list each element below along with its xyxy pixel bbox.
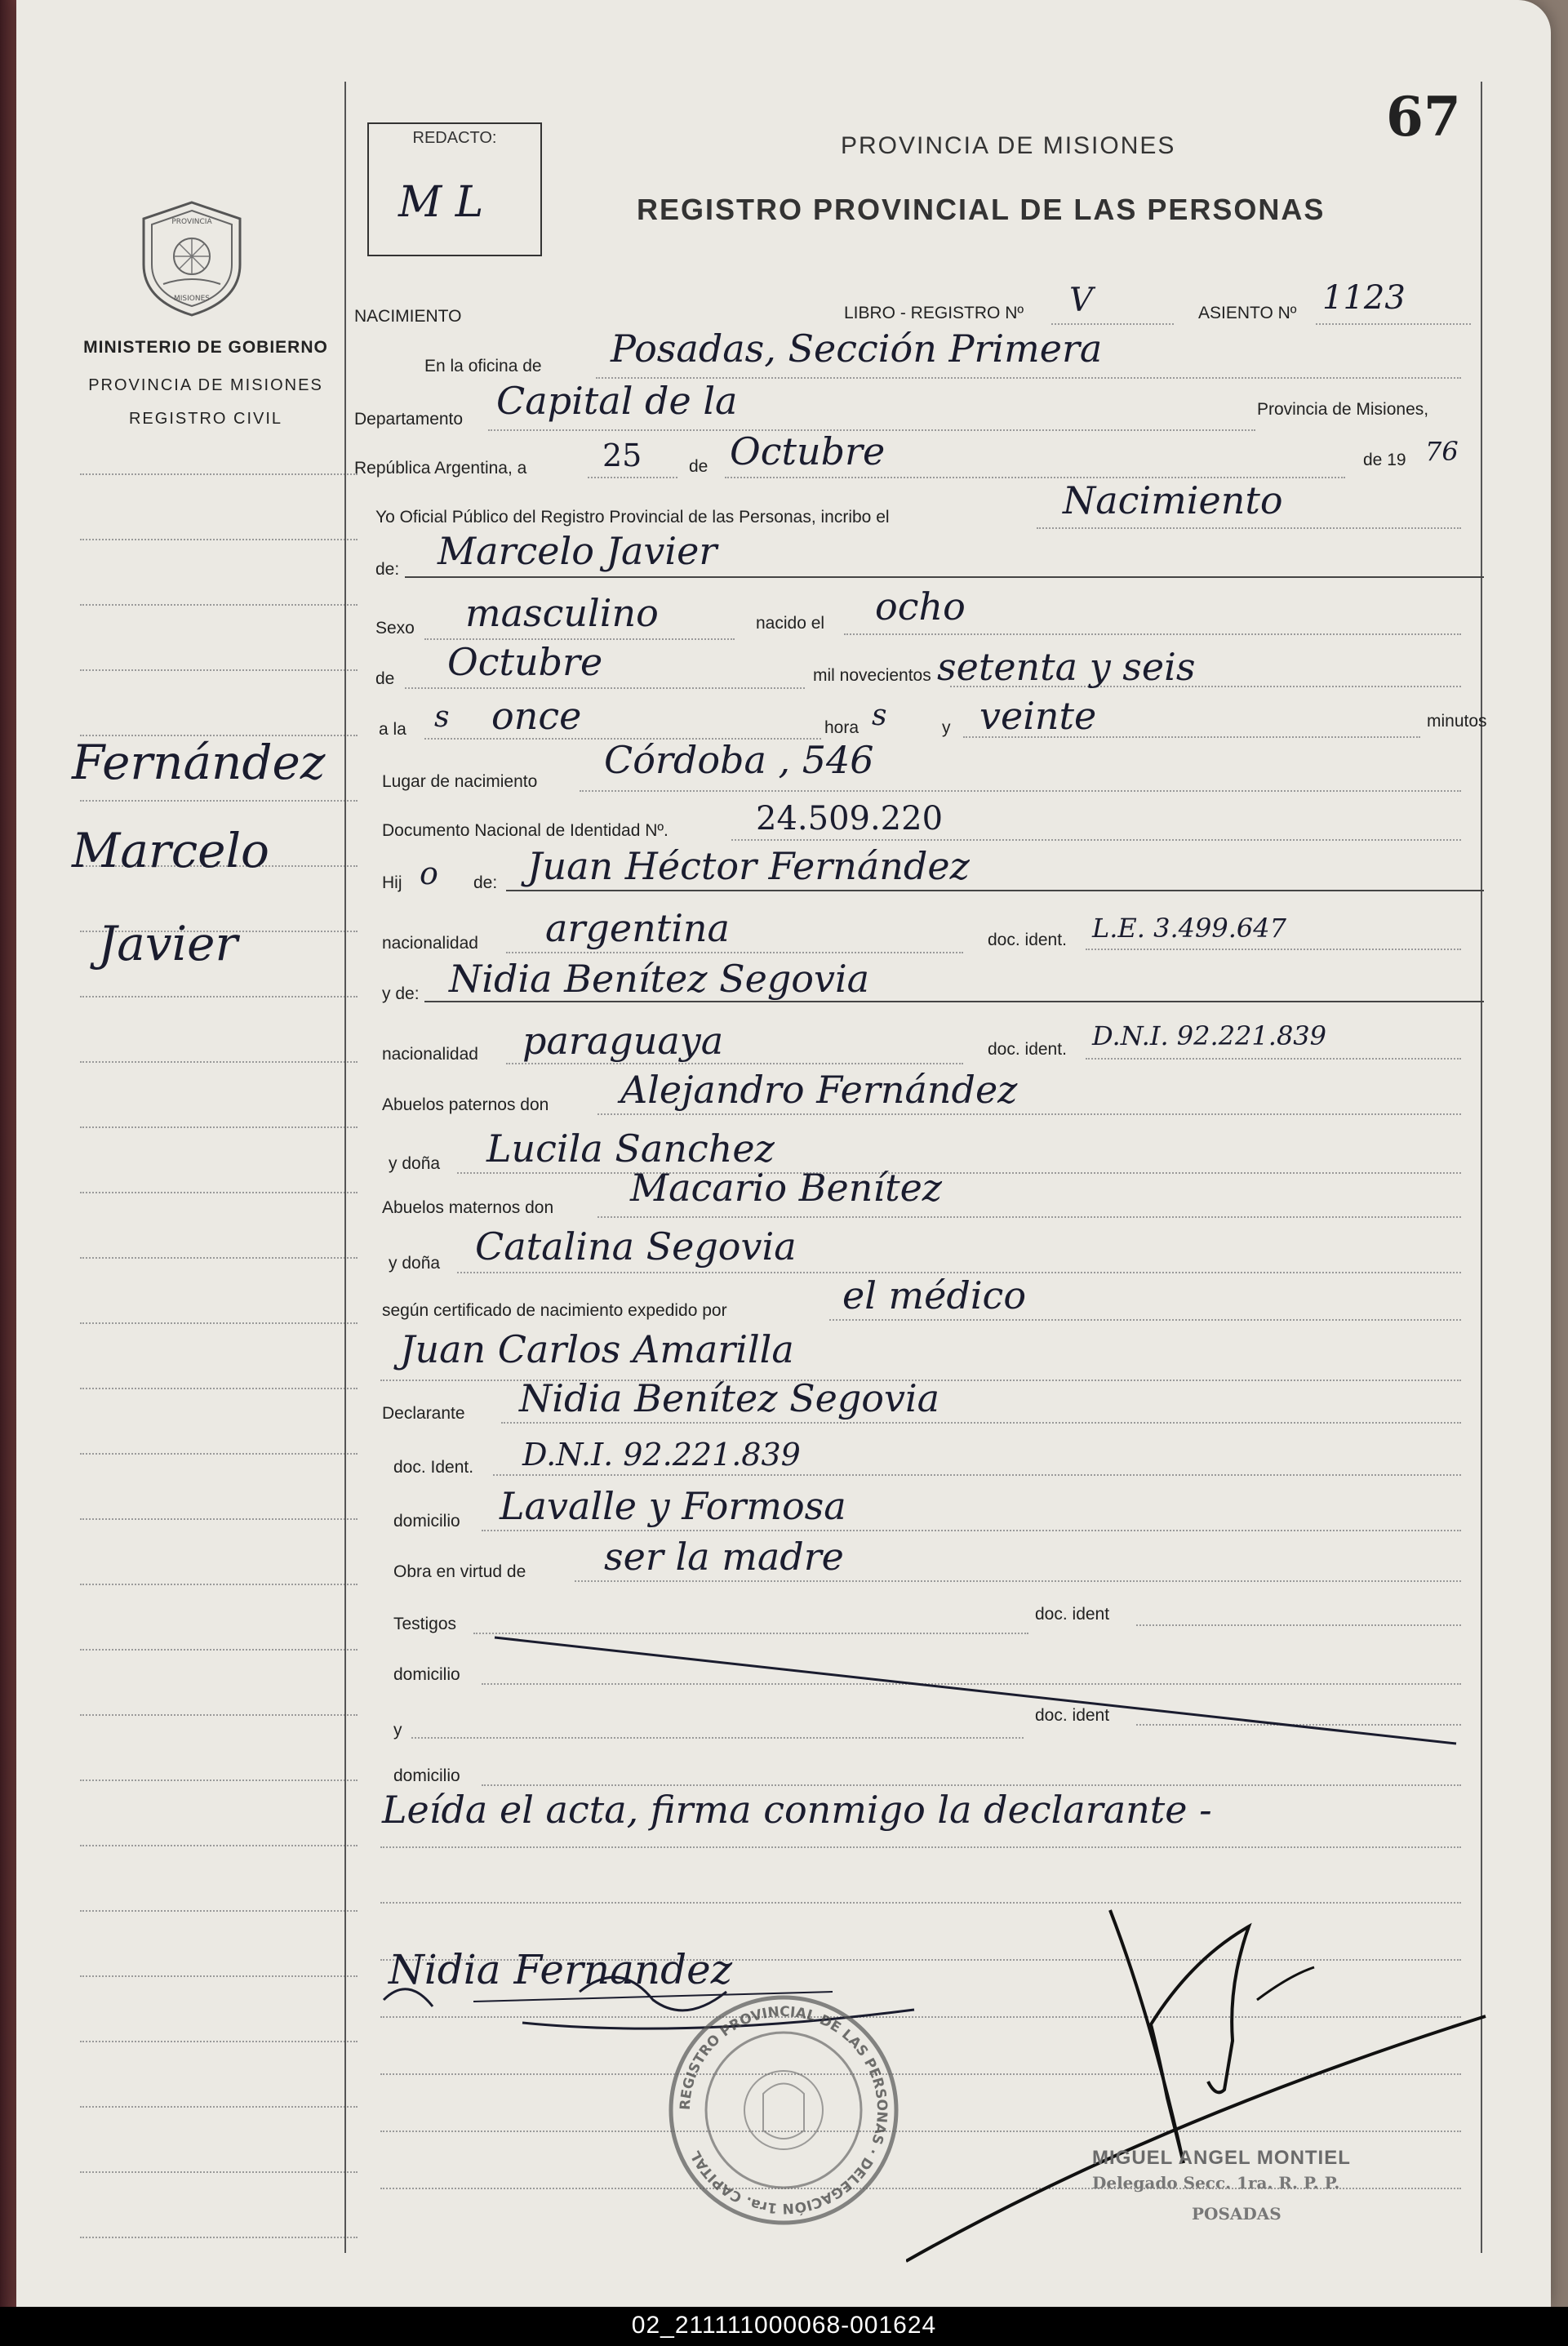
dotted-line	[1136, 1624, 1461, 1626]
and-label: y	[942, 718, 951, 737]
certificate-label: según certificado de nacimiento expedido por	[382, 1301, 727, 1320]
de-label-2: de	[375, 669, 395, 688]
book-label: LIBRO - REGISTRO Nº	[844, 304, 1024, 322]
scan-footer	[0, 2307, 1568, 2346]
dotted-line	[1037, 527, 1461, 529]
closing-value: Leída el acta, firma conmigo la declarante -	[382, 1788, 1212, 1832]
office-label: En la oficina de	[424, 357, 542, 375]
dotted-line	[501, 1422, 1461, 1424]
dotted-line	[482, 1530, 1461, 1531]
dotted-line	[482, 1784, 1461, 1786]
margin-line	[80, 996, 358, 997]
domicile-label: domicilio	[393, 1512, 460, 1531]
registry-heading: REGISTRO PROVINCIAL DE LAS PERSONAS	[637, 193, 1326, 226]
witness-doc-label: doc. ident	[1035, 1605, 1110, 1624]
dotted-line	[597, 1113, 1461, 1115]
mother-nationality-value: paraguaya	[522, 1019, 724, 1063]
dotted-line	[1051, 323, 1174, 325]
page-number: 67	[1386, 85, 1461, 149]
dona-label-2: y doña	[389, 1254, 441, 1273]
dotted-line	[473, 1633, 1028, 1634]
father-line	[506, 890, 1484, 891]
dotted-line	[411, 1737, 1024, 1739]
department-label: Departamento	[354, 410, 464, 429]
year-value: 76	[1425, 436, 1459, 467]
dona-label: y doña	[389, 1154, 441, 1173]
thousand-label: mil novecientos	[813, 666, 931, 685]
coat-of-arms-seal	[139, 199, 245, 318]
office-value: Posadas, Sección Primera	[611, 327, 1103, 371]
month-value: Octubre	[730, 429, 886, 473]
mat-grandmother-value: Catalina Segovia	[475, 1224, 797, 1269]
margin-line	[80, 1714, 358, 1716]
mother-value: Nidia Benítez Segovia	[449, 957, 870, 1001]
dotted-line	[405, 687, 805, 689]
register-sheet	[16, 0, 1551, 2307]
father-value: Juan Héctor Fernández	[527, 844, 970, 888]
stamp-text: REGISTRO PROVINCIAL DE LAS PERSONAS · DELEGACIÓN 1ra. CAPITAL	[677, 2003, 891, 2217]
sex-label: Sexo	[375, 619, 415, 638]
birth-month-value: Octubre	[447, 640, 603, 684]
scan-code: 02_211111000068-001624	[631, 2312, 937, 2339]
margin-line	[80, 1126, 358, 1128]
margin-line	[80, 1388, 358, 1389]
dotted-line	[597, 1216, 1461, 1218]
pat-grandfather-label: Abuelos paternos don	[382, 1095, 549, 1114]
book-binding	[0, 0, 16, 2307]
margin-line	[80, 1584, 358, 1585]
de-label: de	[689, 457, 708, 476]
redacto-initials: M L	[398, 178, 484, 227]
and-de-label: y de:	[382, 984, 420, 1003]
margin-line	[80, 604, 358, 606]
margin-line	[80, 2041, 358, 2042]
margin-line	[80, 473, 358, 475]
dni-value: 24.509.220	[756, 800, 944, 838]
entry-label: ASIENTO Nº	[1198, 304, 1297, 322]
birthplace-label: Lugar de nacimiento	[382, 772, 538, 791]
declarant-label: Declarante	[382, 1404, 465, 1423]
born-label: nacido el	[756, 614, 825, 633]
mat-grandfather-label: Abuelos maternos don	[382, 1198, 554, 1217]
hours-label: hora	[824, 718, 860, 737]
declarant-doc-value: D.N.I. 92.221.839	[522, 1437, 801, 1473]
doc-ident-label-2: doc. ident.	[988, 1040, 1067, 1059]
book-value: V	[1069, 282, 1093, 319]
year-prefix-label: de 19	[1363, 451, 1406, 469]
margin-line	[80, 1975, 358, 1977]
margin-line	[80, 2171, 358, 2173]
form-left-border	[344, 82, 346, 2253]
act-type-value: Nacimiento	[1063, 478, 1283, 522]
child-of-suffix-value: o	[420, 855, 438, 891]
father-doc-value: L.E. 3.499.647	[1092, 913, 1286, 944]
margin-line	[80, 1779, 358, 1781]
dotted-line	[1086, 949, 1461, 950]
doc-ident-label: doc. ident.	[988, 931, 1067, 949]
dotted-line	[1086, 1058, 1461, 1060]
margin-line	[80, 669, 358, 671]
minutes-value: veinte	[979, 694, 1097, 738]
redacto-label: REDACTO:	[412, 129, 497, 147]
department-value: Capital de la	[496, 379, 738, 423]
margin-line	[80, 1910, 358, 1912]
official-round-stamp	[665, 1992, 902, 2228]
hours-suffix-value: s	[872, 699, 887, 732]
declarant-signature: Nidia Fernandez	[389, 1946, 733, 1993]
acting-label: Obra en virtud de	[393, 1562, 526, 1581]
declarant-doc-label: doc. Ident.	[393, 1458, 474, 1477]
father-nationality-value: argentina	[545, 906, 730, 950]
province-heading: PROVINCIA DE MISIONES	[841, 132, 1176, 159]
margin-surname: Fernández	[72, 735, 326, 790]
margin-line	[80, 1518, 358, 1520]
seal-text-bottom: MISIONES	[173, 295, 211, 303]
sex-value: masculino	[465, 591, 659, 635]
nationality-label: nacionalidad	[382, 934, 478, 953]
dotted-line	[829, 1319, 1461, 1321]
dotted-line	[506, 952, 963, 953]
margin-line	[80, 1453, 358, 1455]
margin-line	[80, 2237, 358, 2238]
margin-line	[80, 1192, 358, 1193]
margin-line	[80, 1845, 358, 1846]
sidebar-province: PROVINCIA DE MISIONES	[88, 376, 323, 394]
child-of-label: Hij	[382, 873, 402, 892]
margin-first-name: Marcelo	[72, 823, 269, 878]
mother-line	[424, 1001, 1484, 1002]
child-of-de-label: de:	[473, 873, 498, 892]
name-line	[405, 576, 1484, 578]
day-value: 25	[602, 438, 642, 473]
at-suffix-value: s	[434, 700, 450, 734]
official-label: Yo Oficial Público del Registro Provincial de las Personas, incribo el	[375, 508, 890, 527]
redacto-box	[367, 122, 542, 256]
nationality-label-2: nacionalidad	[382, 1045, 478, 1064]
minutes-label: minutos	[1427, 712, 1487, 731]
margin-line	[80, 1257, 358, 1259]
official-name: MIGUEL ANGEL MONTIEL	[1092, 2147, 1351, 2169]
doctor-value: Juan Carlos Amarilla	[400, 1327, 794, 1371]
domicile-value: Lavalle y Formosa	[500, 1484, 846, 1528]
birth-year-value: setenta y seis	[937, 645, 1196, 689]
civil-registry-label: REGISTRO CIVIL	[128, 410, 283, 428]
margin-line	[80, 1061, 358, 1063]
acting-value: ser la madre	[604, 1535, 844, 1579]
birthplace-value: Córdoba , 546	[604, 738, 874, 782]
dotted-line	[493, 1474, 1461, 1476]
margin-line	[80, 1322, 358, 1324]
hour-value: once	[491, 694, 582, 738]
ministry-title: MINISTERIO DE GOBIERNO	[83, 338, 328, 357]
margin-line	[80, 1649, 358, 1651]
dotted-line	[457, 1172, 1461, 1174]
republic-label: República Argentina, a	[354, 459, 527, 478]
witness-domicile2-label: domicilio	[393, 1766, 460, 1785]
margin-line	[80, 539, 358, 540]
declarant-value: Nidia Benítez Segovia	[519, 1376, 940, 1420]
witness-doc2-label: doc. ident	[1035, 1706, 1110, 1725]
dotted-line	[588, 477, 677, 478]
province-inline-label: Provincia de Misiones,	[1257, 400, 1429, 419]
at-label: a la	[379, 720, 406, 739]
child-name-value: Marcelo Javier	[438, 529, 717, 573]
official-post: Delegado Secc. 1ra. R. P. P.	[1092, 2173, 1340, 2193]
pat-grandmother-value: Lucila Sanchez	[486, 1126, 775, 1171]
mother-doc-value: D.N.I. 92.221.839	[1092, 1020, 1327, 1051]
margin-line	[80, 2106, 358, 2108]
dotted-line	[1316, 323, 1471, 325]
dotted-line	[580, 790, 1461, 792]
witness-y-label: y	[393, 1721, 402, 1740]
seal-text-top: PROVINCIA	[171, 218, 212, 226]
dotted-line	[844, 633, 1461, 635]
dotted-line	[380, 1846, 1461, 1848]
witnesses-label: Testigos	[393, 1615, 457, 1633]
dni-label: Documento Nacional de Identidad Nº.	[382, 821, 669, 840]
dotted-line	[1136, 1724, 1461, 1726]
witness-domicile-label: domicilio	[393, 1665, 460, 1684]
born-day-value: ocho	[875, 584, 966, 629]
certificate-value: el médico	[842, 1273, 1027, 1317]
margin-line	[80, 800, 358, 802]
pat-grandfather-value: Alejandro Fernández	[620, 1068, 1018, 1112]
dotted-line	[575, 1580, 1461, 1582]
de-colon-label: de:	[375, 560, 400, 579]
official-city: POSADAS	[1192, 2204, 1281, 2224]
entry-value: 1123	[1322, 279, 1406, 317]
dotted-line	[731, 839, 1461, 841]
dotted-line	[506, 1063, 963, 1064]
mat-grandfather-value: Macario Benítez	[630, 1166, 943, 1210]
record-type-label: NACIMIENTO	[354, 307, 462, 326]
dotted-line	[482, 1683, 1461, 1685]
margin-middle-name: Javier	[98, 916, 238, 971]
